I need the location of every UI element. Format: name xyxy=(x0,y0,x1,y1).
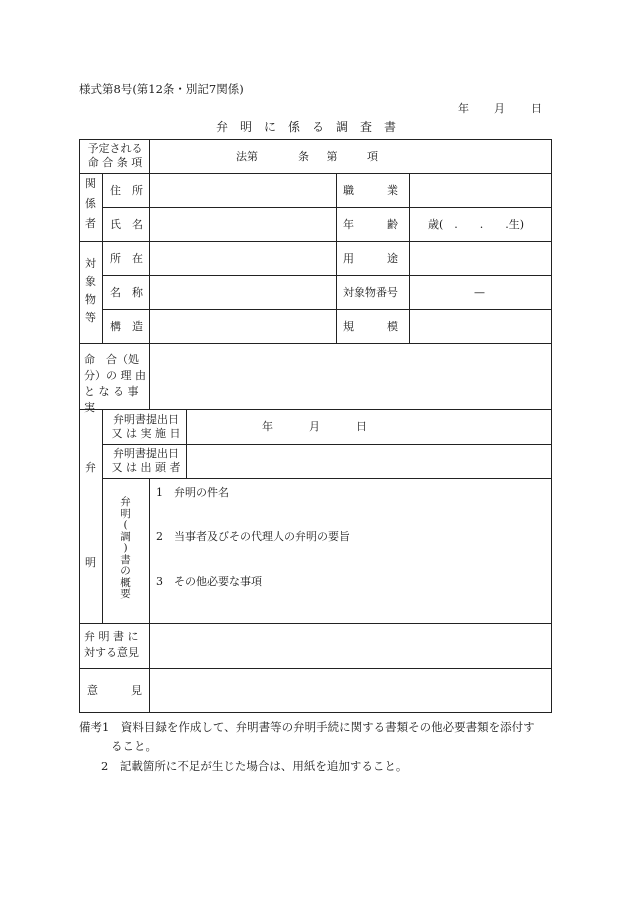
defense-group-top: 弁 xyxy=(85,461,96,474)
opinion-on-defense-label: 弁 明 書 に 対する意見 xyxy=(84,630,139,659)
related-person-group-label: 関 係 者 xyxy=(85,177,96,231)
expected-order-label: 予定される 命 合 条 項 xyxy=(87,142,143,170)
summary-item-3: 3 その他必要な事項 xyxy=(156,575,262,588)
article-label: 条 第 xyxy=(298,150,338,163)
occupation-label: 職 業 xyxy=(343,184,398,197)
note-line-1: 備考1 資料目録を作成して、弁明書等の弁明手続に関する書類その他必要書類を添付す xyxy=(79,720,535,734)
age-value: 歳( . . .生) xyxy=(428,218,525,231)
date-month: 月 xyxy=(494,102,505,115)
note-line-3: 2 記載箇所に不足が生じた場合は、用紙を追加すること。 xyxy=(101,759,408,773)
target-group-label: 対 象 物 等 xyxy=(85,257,96,325)
date-year: 年 xyxy=(458,102,469,115)
use-label: 用 途 xyxy=(343,252,398,265)
summary-item-1: 1 弁明の件名 xyxy=(156,486,229,499)
law-label: 法第 xyxy=(236,150,258,163)
target-number-label: 対象物番号 xyxy=(343,286,398,299)
target-name-label: 名 称 xyxy=(110,286,143,299)
scale-label: 規 模 xyxy=(343,320,398,333)
submit-date-year: 年 xyxy=(262,420,273,433)
submit-date-label: 弁明書提出日 又 は 実 施 日 xyxy=(111,413,181,441)
structure-label: 構 造 xyxy=(110,320,143,333)
defense-group-bottom: 明 xyxy=(85,556,96,569)
name-label: 氏 名 xyxy=(110,218,143,231)
summary-vertical-label: 弁 明 ( 調 ) 書 の 概 要 xyxy=(120,496,131,601)
document-title: 弁 明 に 係 る 調 査 書 xyxy=(216,120,397,134)
item-label: 項 xyxy=(367,150,378,163)
submit-date-month: 月 xyxy=(309,420,320,433)
target-number-value: — xyxy=(474,286,485,299)
note-line-2: ること。 xyxy=(111,739,157,753)
summary-item-2: 2 当事者及びその代理人の弁明の要旨 xyxy=(156,530,350,543)
reason-label: 命 合（処 分）の 理 由 と な る 事 実 xyxy=(84,353,146,414)
location-label: 所 在 xyxy=(110,252,143,265)
submitter-label: 弁明書提出日 又 は 出 頭 者 xyxy=(111,447,181,475)
submit-date-day: 日 xyxy=(356,420,367,433)
opinion-label: 意 見 xyxy=(87,684,142,697)
form-id: 様式第8号(第12条・別記7関係) xyxy=(79,82,244,96)
address-label: 住 所 xyxy=(110,184,143,197)
age-label: 年 齢 xyxy=(343,218,398,231)
date-day: 日 xyxy=(531,102,542,115)
